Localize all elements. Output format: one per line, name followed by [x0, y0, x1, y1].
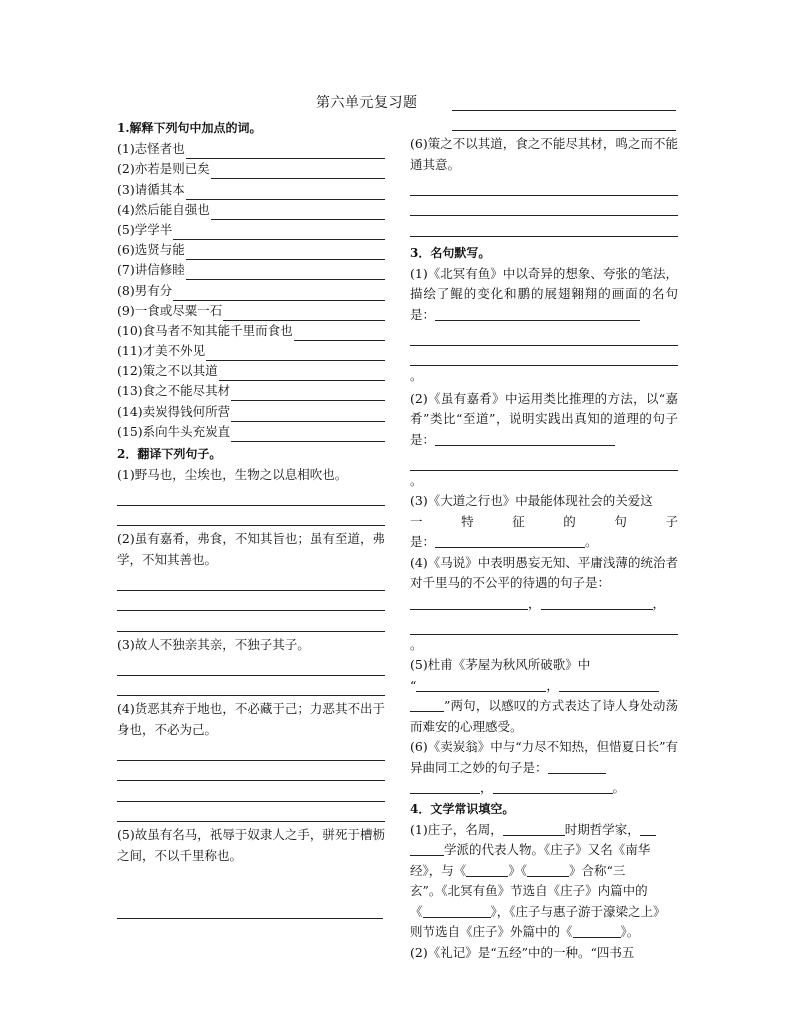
answer-blank[interactable]: [206, 346, 385, 361]
explain-item-label: (1)志怪者也: [117, 141, 185, 157]
literature-line: [410, 902, 678, 923]
explain-item-label: (4)然后能自强也: [117, 201, 210, 217]
explain-item-label: (14)卖炭得钱何所营: [117, 403, 231, 419]
answer-line[interactable]: [410, 346, 678, 367]
header-answer-line[interactable]: [452, 130, 676, 131]
answer-line[interactable]: [117, 918, 383, 919]
answer-blank[interactable]: [559, 677, 659, 692]
recite-q5-text: ”两句，以感叹的方式表达了诗人身处动荡而难安的心理感受。: [410, 698, 678, 734]
answer-line[interactable]: [117, 802, 385, 823]
recite-q3-label: 是：: [410, 534, 436, 549]
answer-blank[interactable]: [640, 821, 656, 836]
literature-text: 时期哲学家，: [564, 821, 640, 837]
literature-line: [410, 840, 678, 861]
explain-item: [117, 321, 385, 341]
comma: ，: [528, 595, 541, 611]
answer-blank[interactable]: [527, 862, 569, 877]
explain-item: [117, 200, 385, 220]
explain-item: [117, 341, 385, 361]
answer-blank[interactable]: [186, 245, 385, 260]
translate-q2: (2)虽有嘉肴，弗食，不知其旨也；虽有至道，弗学，不知其善也。: [117, 531, 385, 567]
answer-line[interactable]: [117, 485, 385, 506]
spread-char: 子: [665, 513, 678, 529]
right-column: [410, 134, 678, 963]
section-1-list: [117, 139, 385, 442]
answer-line[interactable]: [410, 216, 678, 237]
explain-item-label: (11)才美不外见: [117, 343, 206, 359]
answer-line[interactable]: [117, 611, 385, 632]
recite-q5-tail: [410, 696, 678, 737]
translate-q1: (1)野马也，尘埃也，生物之以息相吹也。: [117, 466, 348, 482]
explain-q16: (6)策之不以其道，食之不能尽其材，鸣之而不能通其意。: [410, 136, 678, 172]
explain-item-label: (5)学学半: [117, 221, 173, 237]
literature-text: 经》，与《: [410, 862, 467, 878]
answer-blank[interactable]: [173, 286, 385, 301]
explain-item: [117, 381, 385, 401]
answer-blank[interactable]: [223, 306, 385, 321]
translate-q4: (4)货恶其弃于地也，不必藏于己；力恶其不出于身也，不必为己。: [117, 701, 385, 737]
answer-blank[interactable]: [410, 595, 528, 610]
explain-item-label: (8)男有分: [117, 282, 173, 298]
explain-item: [117, 361, 385, 381]
period: 。: [585, 534, 598, 549]
answer-blank[interactable]: [231, 427, 385, 442]
literature-text: 《: [410, 903, 423, 919]
explain-item: [117, 179, 385, 199]
period: 。: [612, 780, 626, 795]
recite-q6: [410, 737, 678, 778]
answer-blank[interactable]: [211, 205, 385, 220]
answer-blank[interactable]: [573, 923, 621, 938]
explain-item-label: (10)食马者不知其能千里而食也: [117, 322, 293, 338]
recite-q6-answer: [410, 778, 678, 799]
answer-blank[interactable]: [410, 841, 444, 856]
left-column: [117, 118, 385, 866]
answer-line[interactable]: [410, 325, 678, 346]
answer-line[interactable]: [410, 196, 678, 217]
answer-line[interactable]: [117, 570, 385, 591]
answer-blank[interactable]: [231, 407, 385, 422]
answer-blank[interactable]: [410, 779, 480, 794]
section-4-heading: 4．文学常识填空。: [410, 801, 515, 816]
period: 。: [410, 472, 423, 488]
answer-blank[interactable]: [466, 862, 508, 877]
answer-line[interactable]: [410, 614, 678, 635]
answer-blank[interactable]: [435, 306, 640, 321]
literature-text: 》合称“三: [569, 862, 626, 878]
spread-char: 特: [461, 513, 474, 529]
section-1-heading: 1.解释下列句中加点的词。: [117, 121, 262, 135]
answer-line[interactable]: [410, 175, 678, 196]
literature-line: 玄”。《北冥有鱼》节选自《庄子》内篇中的: [410, 883, 648, 898]
explain-item: [117, 260, 385, 280]
spread-char: 一: [410, 513, 423, 529]
answer-blank[interactable]: [541, 595, 653, 610]
explain-item-label: (12)策之不以其道: [117, 363, 218, 379]
answer-blank[interactable]: [173, 225, 385, 240]
comma: ，: [546, 677, 559, 693]
header-answer-line[interactable]: [452, 110, 676, 111]
explain-item-label: (13)食之不能尽其材: [117, 383, 231, 399]
literature-text: 》，《庄子与惠子游于濠梁之上》: [490, 903, 666, 919]
answer-blank[interactable]: [211, 164, 385, 179]
answer-line[interactable]: [117, 506, 385, 527]
literature-text: 学派的代表人物。《庄子》又名《南华: [444, 842, 651, 857]
explain-item: [117, 220, 385, 240]
explain-item-label: (2)亦若是则已矣: [117, 161, 210, 177]
literature-text: 》《: [508, 862, 528, 878]
translate-q5: (5)故虽有名马，祇辱于奴隶人之手，骈死于槽枥之间，不以千里称也。: [117, 827, 385, 863]
recite-q6-text: (6)《卖炭翁》中与“力尽不知热，但惜夏日长”有异曲同工之妙的句子是：: [410, 739, 678, 775]
period: 。: [410, 368, 423, 383]
answer-blank[interactable]: [186, 144, 385, 159]
recite-q3-spread: [410, 512, 678, 533]
answer-blank[interactable]: [435, 533, 585, 548]
section-3-heading: 3．名句默写。: [410, 245, 491, 260]
explain-item-label: (9)一食或尽粟一石: [117, 302, 223, 318]
explain-item: [117, 139, 385, 159]
recite-q2-text: (2)《虽有嘉肴》中运用类比推理的方法，以“嘉肴”类比“至道”，说明实践出真知的道理的句子是：: [410, 390, 678, 447]
answer-blank[interactable]: [503, 821, 565, 836]
answer-blank[interactable]: [186, 185, 385, 200]
answer-line[interactable]: [117, 740, 385, 761]
recite-q2: [410, 389, 678, 451]
answer-blank[interactable]: [548, 759, 606, 774]
comma: ，: [480, 780, 493, 795]
recite-q3-answer: [410, 532, 678, 553]
literature-line: [410, 922, 678, 943]
answer-line[interactable]: [117, 655, 385, 676]
explain-item: [117, 301, 385, 321]
literature-line: [410, 820, 678, 841]
literature-line: (2)《礼记》是“五经”中的一种。“四书五: [410, 944, 635, 960]
section-2-heading: 2．翻译下列句子。: [117, 446, 222, 461]
answer-blank[interactable]: [423, 903, 491, 918]
page-title: 第六单元复习题: [316, 95, 418, 111]
recite-q4-answer: [410, 594, 678, 615]
spread-char: 征: [512, 513, 525, 529]
explain-item: [117, 401, 385, 421]
answer-line[interactable]: [117, 781, 385, 802]
recite-q5: (5)杜甫《茅屋为秋风所破歌》中: [410, 657, 591, 672]
literature-line: [410, 861, 678, 882]
comma: ，: [652, 595, 666, 611]
answer-blank[interactable]: [294, 326, 385, 341]
answer-blank[interactable]: [416, 677, 546, 692]
translate-q3: (3)故人不独亲其亲，不独子其子。: [117, 636, 310, 652]
explain-item: [117, 240, 385, 260]
recite-q3: (3)《大道之行也》中最能体现社会的关爱这: [410, 493, 653, 508]
explain-item: [117, 280, 385, 300]
answer-blank[interactable]: [493, 779, 613, 794]
answer-blank[interactable]: [410, 697, 444, 712]
answer-blank[interactable]: [435, 431, 615, 446]
spread-char: 句: [614, 513, 627, 529]
literature-text: 则节选自《庄子》外篇中的《: [410, 924, 573, 939]
answer-line[interactable]: [117, 591, 385, 612]
recite-q1-text: (1)《北冥有鱼》中以奇异的想象、夸张的笔法，描绘了鲲的变化和鹏的展翅翱翔的画面的名句是：: [410, 265, 678, 322]
answer-blank[interactable]: [219, 366, 385, 381]
literature-text: 》。: [620, 924, 640, 939]
explain-item-label: (15)系向牛头充炭直: [117, 423, 231, 439]
answer-blank[interactable]: [186, 265, 385, 280]
answer-line[interactable]: [117, 676, 385, 697]
explain-item: [117, 422, 385, 442]
answer-line[interactable]: [410, 450, 678, 471]
recite-q4: (4)《马说》中表明愚妄无知、平庸浅薄的统治者对千里马的不公平的待遇的句子是：: [410, 554, 678, 590]
answer-blank[interactable]: [231, 386, 385, 401]
explain-item-label: (6)选贤与能: [117, 242, 185, 258]
answer-line[interactable]: [117, 761, 385, 782]
spread-char: 的: [563, 513, 576, 529]
recite-q5-answer: [410, 676, 678, 697]
recite-q1: [410, 264, 678, 326]
explain-item-label: (3)请循其本: [117, 181, 185, 197]
period: 。: [410, 636, 423, 652]
explain-item: [117, 159, 385, 179]
literature-text: (1)庄子，名周，: [410, 821, 503, 837]
explain-item-label: (7)讲信修睦: [117, 262, 185, 278]
open-quote: “: [410, 677, 417, 693]
